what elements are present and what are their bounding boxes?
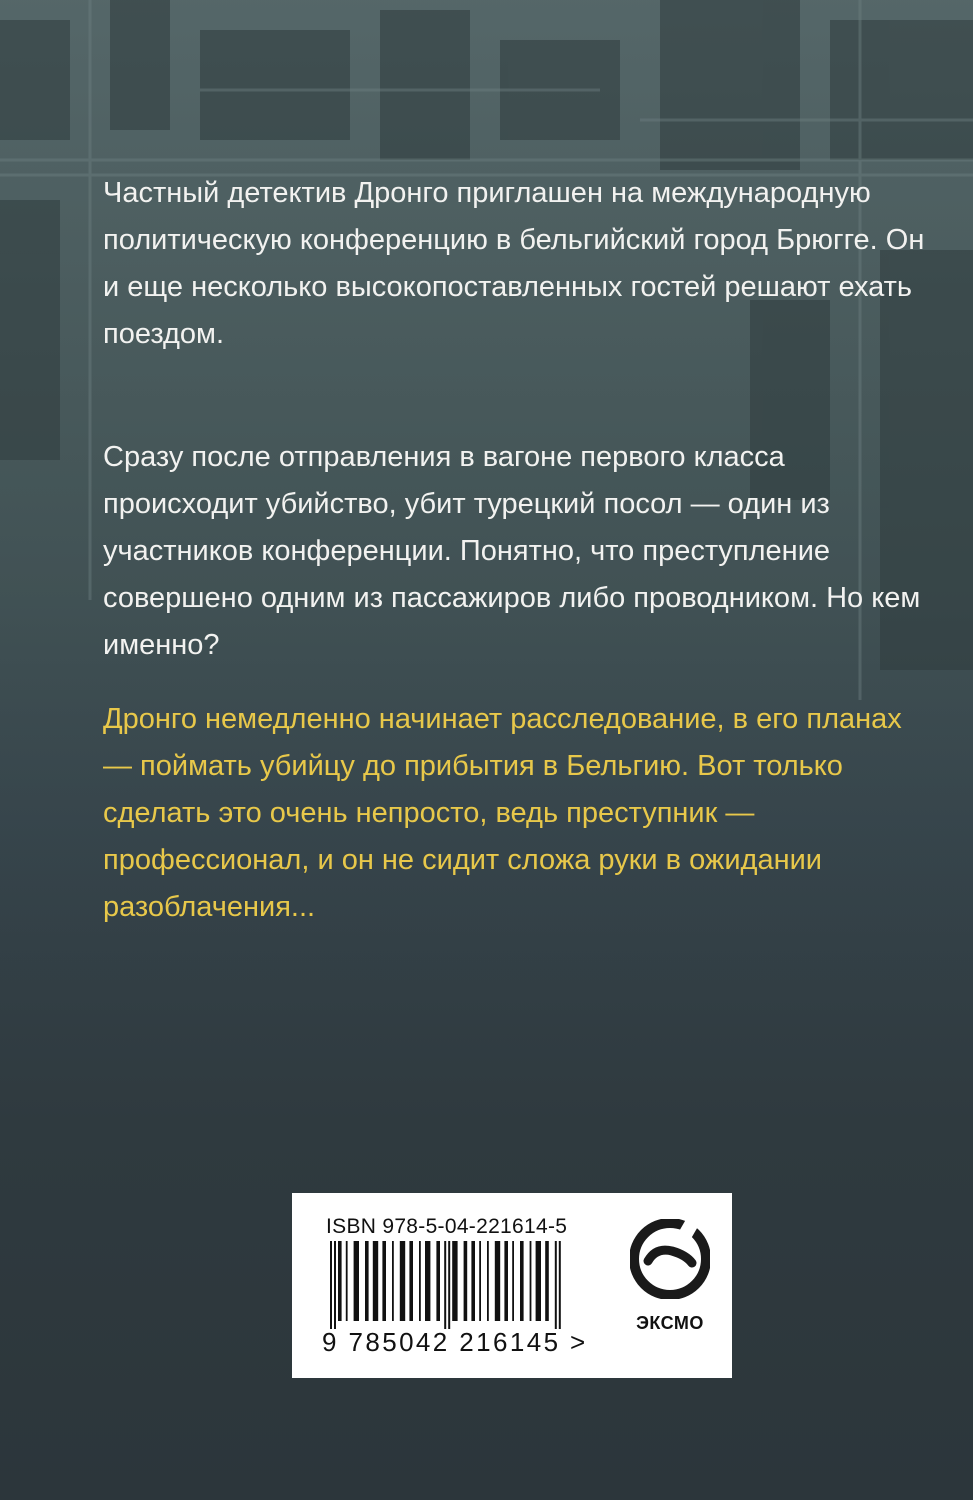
barcode-bar — [471, 1241, 475, 1321]
barcode-panel — [292, 1193, 732, 1378]
ean-digits: 9 785042 216145 > — [322, 1327, 588, 1357]
description-paragraph-2: Сразу после отправления в вагоне первого класса происходит убийство, убит турецкий посол — один из участников конференции. Понятно, что преступление совершено одним из пассажиров либо проводником. Но кем именно? — [103, 441, 921, 661]
barcode-bar — [436, 1241, 440, 1321]
barcode-bar — [409, 1241, 413, 1321]
publisher-name: ЭКСМО — [636, 1313, 704, 1333]
barcode-bar — [452, 1241, 457, 1321]
barcode-bar — [392, 1241, 394, 1321]
barcode-bar — [330, 1241, 332, 1329]
barcode-bar — [479, 1241, 481, 1321]
barcode-bar — [559, 1241, 561, 1329]
barcode-bar — [444, 1241, 446, 1329]
isbn-label: ISBN 978-5-04-221614-5 — [326, 1215, 568, 1238]
barcode-bar — [334, 1241, 336, 1329]
barcode-bar — [520, 1241, 524, 1321]
barcode-bar — [536, 1241, 541, 1321]
barcode-bar — [464, 1241, 468, 1321]
barcode-bar — [545, 1241, 549, 1321]
barcode-bar — [495, 1241, 500, 1321]
barcode-bar — [354, 1241, 359, 1321]
barcode-bar — [346, 1241, 348, 1321]
barcode-bar — [365, 1241, 369, 1321]
description-paragraph-1: Частный детектив Дронго приглашен на международную политическую конференцию в бельгийский город Брюгге. Он и еще несколько высокопоставленных гостей решают ехать поездом. — [103, 177, 925, 350]
barcode-bar — [512, 1241, 514, 1321]
barcode-bar — [504, 1241, 508, 1321]
barcode-bar — [530, 1241, 532, 1321]
barcode-bar — [487, 1241, 489, 1321]
barcode-bar — [382, 1241, 386, 1321]
barcode-bars — [328, 1241, 588, 1329]
barcode-bar — [555, 1241, 557, 1329]
barcode-bar — [338, 1241, 342, 1321]
teaser-paragraph: Дронго немедленно начинает расследование, в его планах — поймать убийцу до прибытия в Бельгию. Вот только сделать это очень непросто, ведь преступник — профессионал, и он не сидит сложа руки в ожидании разоблачения... — [103, 703, 902, 923]
barcode-bar — [425, 1241, 430, 1321]
barcode-bar — [448, 1241, 450, 1329]
barcode-bar — [373, 1241, 378, 1321]
eksmo-logo-icon — [630, 1219, 710, 1299]
barcode-bar — [400, 1241, 405, 1321]
barcode-bar — [419, 1241, 421, 1321]
